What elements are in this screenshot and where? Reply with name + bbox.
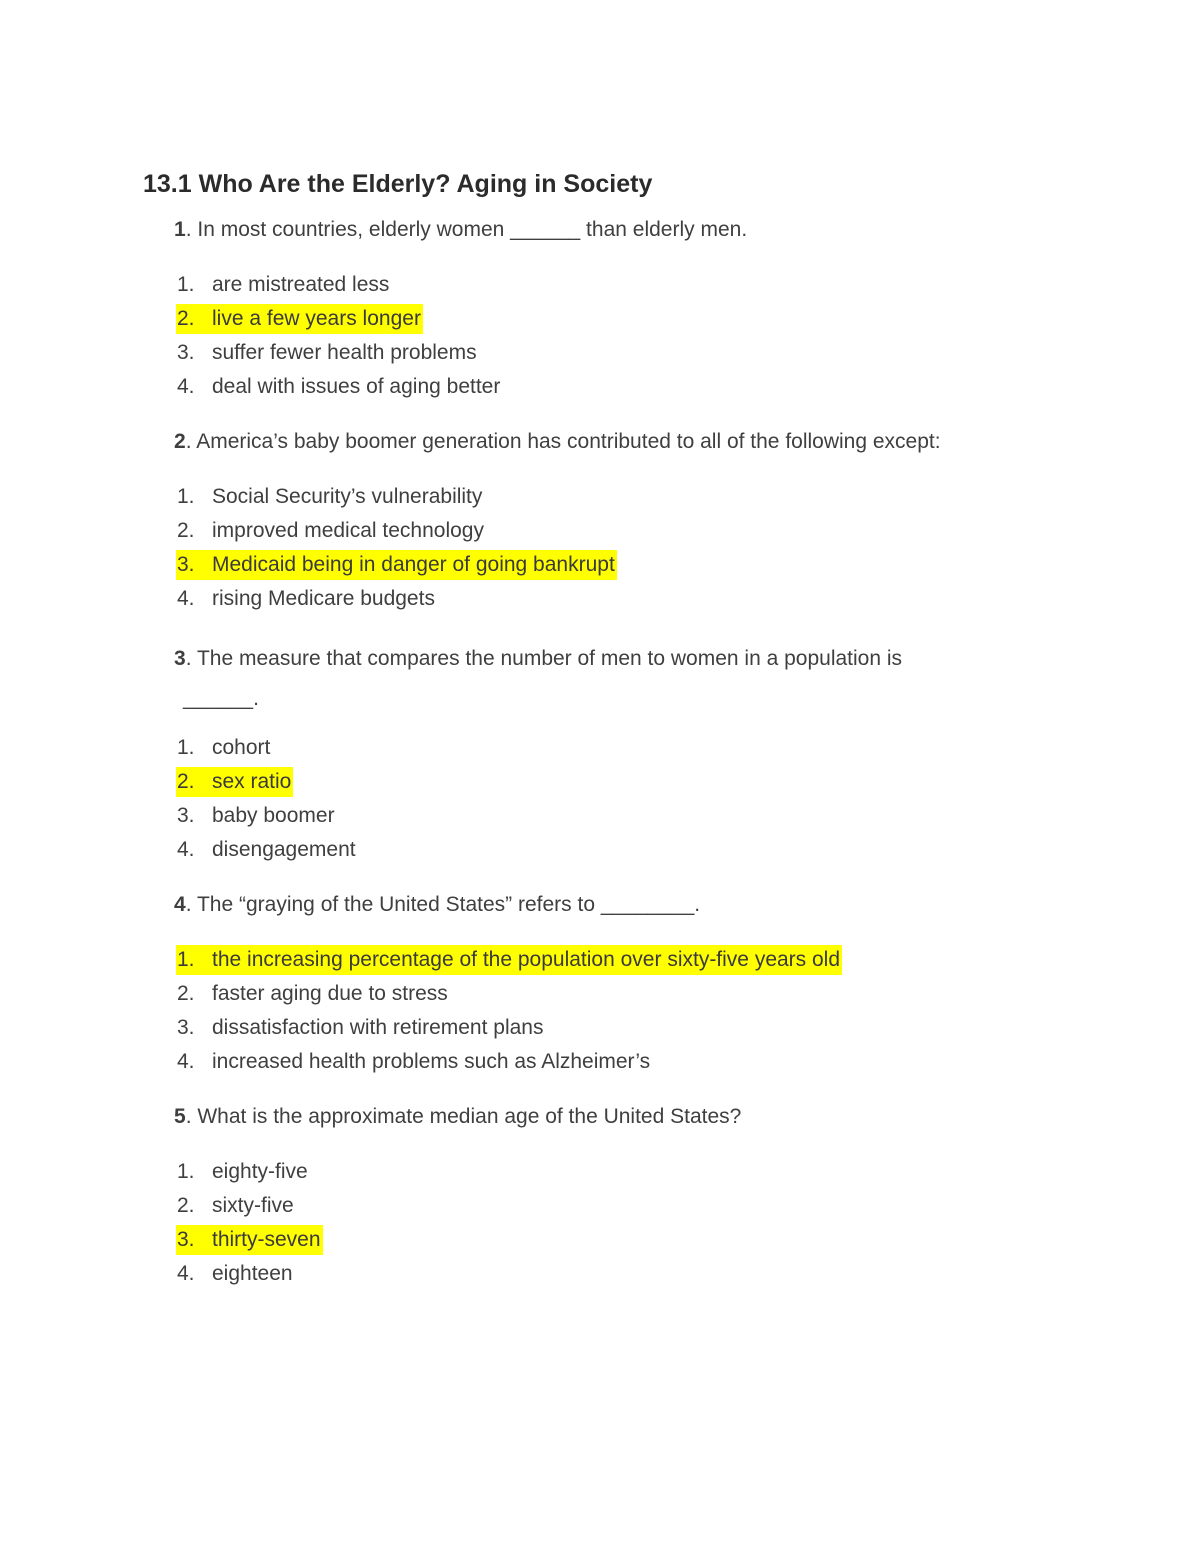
answer-text: rising Medicare budgets	[212, 587, 435, 610]
answer-text: sixty-five	[212, 1194, 294, 1217]
answer-text: are mistreated less	[212, 273, 390, 296]
answer-option	[176, 268, 1103, 302]
answer-text: disengagement	[212, 838, 356, 861]
answer-number: 2.	[177, 519, 195, 542]
question-text: . What is the approximate median age of the United States?	[185, 1105, 742, 1128]
question-text: . The “graying of the United States” refers to ________.	[185, 893, 701, 916]
answer-text: suffer fewer health problems	[212, 341, 477, 364]
answer-list-1	[143, 268, 1103, 404]
answer-number: 2.	[177, 1194, 195, 1217]
question-1	[143, 215, 1103, 245]
question-5	[143, 1102, 1103, 1132]
question-4	[143, 890, 1103, 920]
answer-option	[176, 370, 1103, 404]
question-text: . The measure that compares the number of men to women in a population is	[185, 647, 903, 670]
answer-number: 2.	[177, 770, 195, 793]
answer-number: 3.	[177, 1228, 195, 1251]
answer-number: 1.	[177, 273, 195, 296]
answer-option	[176, 1257, 1103, 1291]
answer-number: 2.	[177, 307, 195, 330]
answer-number: 4.	[177, 375, 195, 398]
answer-option-correct	[176, 548, 1103, 582]
answer-text: Social Security’s vulnerability	[212, 485, 483, 508]
answer-list-3	[143, 731, 1103, 867]
answer-option-correct	[176, 302, 1103, 336]
answer-number: 1.	[177, 948, 195, 971]
answer-text: eighteen	[212, 1262, 293, 1285]
question-3	[143, 639, 1103, 719]
answer-number: 3.	[177, 804, 195, 827]
answer-text: eighty-five	[212, 1160, 308, 1183]
answer-option	[176, 977, 1103, 1011]
answer-text: baby boomer	[212, 804, 335, 827]
answer-text: increased health problems such as Alzheimer’s	[212, 1050, 651, 1073]
question-2	[143, 427, 1103, 457]
answer-option-correct	[176, 943, 1103, 977]
answer-option	[176, 582, 1103, 616]
answer-number: 2.	[177, 982, 195, 1005]
answer-text: deal with issues of aging better	[212, 375, 501, 398]
answer-option	[176, 336, 1103, 370]
answer-text: sex ratio	[212, 770, 292, 793]
answer-number: 3.	[177, 1016, 195, 1039]
question-number: 2	[174, 430, 186, 453]
answer-text: faster aging due to stress	[212, 982, 448, 1005]
answer-text: thirty-seven	[212, 1228, 321, 1251]
answer-number: 4.	[177, 838, 195, 861]
question-number: 4	[174, 893, 186, 916]
document-content	[143, 166, 1103, 1314]
answer-number: 1.	[177, 1160, 195, 1183]
answer-text: cohort	[212, 736, 271, 759]
answer-number: 3.	[177, 341, 195, 364]
answer-option	[176, 514, 1103, 548]
answer-option	[176, 1189, 1103, 1223]
answer-option	[176, 731, 1103, 765]
answer-number: 4.	[177, 1050, 195, 1073]
question-text-continued: ______.	[183, 687, 259, 710]
answer-text: dissatisfaction with retirement plans	[212, 1016, 544, 1039]
answer-option	[176, 833, 1103, 867]
answer-option	[176, 1045, 1103, 1079]
answer-number: 3.	[177, 553, 195, 576]
answer-option	[176, 1011, 1103, 1045]
answer-option	[176, 799, 1103, 833]
answer-option-correct	[176, 765, 1103, 799]
question-number: 5	[174, 1105, 186, 1128]
answer-text: the increasing percentage of the population over sixty-five years old	[212, 948, 841, 971]
question-number: 1	[174, 218, 186, 241]
question-text: . America’s baby boomer generation has contributed to all of the following except:	[185, 430, 941, 453]
section-title: 13.1 Who Are the Elderly? Aging in Society	[143, 170, 653, 198]
answer-text: improved medical technology	[212, 519, 484, 542]
answer-option	[176, 1155, 1103, 1189]
question-text: . In most countries, elderly women ______ than elderly men.	[185, 218, 748, 241]
answer-number: 4.	[177, 1262, 195, 1285]
answer-number: 4.	[177, 587, 195, 610]
answer-list-4	[143, 943, 1103, 1079]
answer-number: 1.	[177, 485, 195, 508]
question-number: 3	[174, 647, 186, 670]
answer-number: 1.	[177, 736, 195, 759]
answer-list-2	[143, 480, 1103, 616]
answer-text: live a few years longer	[212, 307, 421, 330]
answer-list-5	[143, 1155, 1103, 1291]
answer-text: Medicaid being in danger of going bankrupt	[212, 553, 615, 576]
answer-option	[176, 480, 1103, 514]
answer-option-correct	[176, 1223, 1103, 1257]
